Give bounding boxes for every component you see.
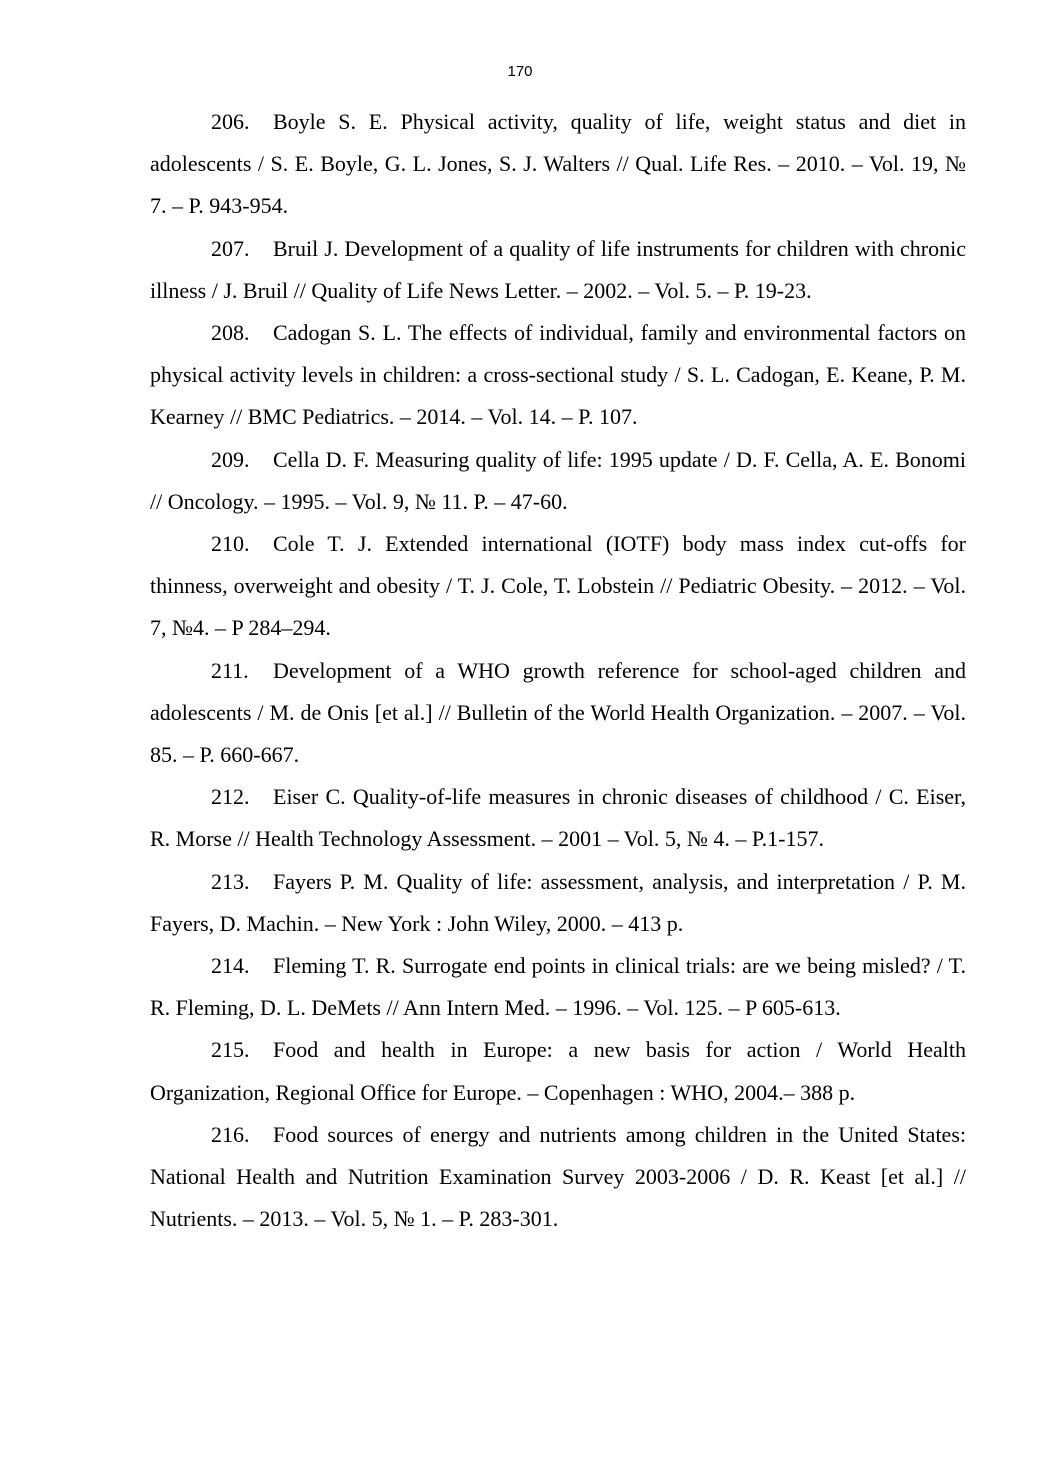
reference-number: 214. — [211, 953, 250, 979]
reference-text: Cella D. F. Measuring quality of life: 1995 update / D. F. Cella, A. E. Bonomi // Oncology. – 1995. – Vol. 9, № 11. P. – 47-60. — [150, 446, 966, 514]
reference-number: 209. — [211, 446, 250, 472]
reference-text: Food and health in Europe: a new basis for action / World Health Organization, Regional Office for Europe. – Copenhagen : WHO, 2004.– 388 p. — [150, 1037, 966, 1105]
reference-number: 215. — [211, 1037, 250, 1063]
reference-number: 213. — [211, 868, 250, 894]
reference-number: 206. — [211, 109, 250, 134]
reference-number: 211. — [211, 657, 249, 683]
reference-text: Food sources of energy and nutrients among children in the United States: National Health and Nutrition Examination Survey 2003-2006 / D. R. Keast [et al.] // Nutrients. – 2013. – Vol. 5, № 1. – P. 283-301. — [150, 1121, 966, 1232]
reference-item — [150, 523, 966, 650]
reference-list — [150, 101, 966, 1240]
reference-text: Bruil J. Development of a quality of life instruments for children with chronic illness / J. Bruil // Quality of Life News Letter. – 2002. – Vol. 5. – P. 19-23. — [150, 235, 966, 303]
reference-number: 212. — [211, 784, 250, 810]
reference-text: Cole T. J. Extended international (IOTF) body mass index cut-offs for thinness, overweight and obesity / T. J. Cole, T. Lobstein // Pediatric Obesity. – 2012. – Vol. 7, №4. – P 284–294. — [150, 531, 966, 641]
reference-number: 207. — [211, 235, 250, 261]
reference-item — [150, 312, 966, 439]
reference-item — [150, 1114, 966, 1241]
reference-item — [150, 650, 966, 777]
reference-number: 216. — [211, 1121, 250, 1147]
reference-item — [150, 439, 966, 523]
reference-text: Fleming T. R. Surrogate end points in clinical trials: are we being misled? / T. R. Fleming, D. L. DeMets // Ann Intern Med. – 1996. – Vol. 125. – P 605-613. — [150, 953, 966, 1021]
reference-text: Fayers P. M. Quality of life: assessment, analysis, and interpretation / P. M. Fayers, D. Machin. – New York : John Wiley, 2000. – 413 p. — [150, 868, 966, 936]
reference-item — [150, 776, 966, 860]
reference-number: 210. — [211, 531, 250, 557]
reference-item — [150, 228, 966, 312]
reference-item — [150, 861, 966, 945]
page-number: 170 — [507, 63, 533, 80]
reference-text: Cadogan S. L. The effects of individual, family and environmental factors on physical activity levels in children: a cross-sectional study / S. L. Cadogan, E. Keane, P. M. Kearney // BMC Pediatrics. – 2014. – Vol. 14. – P. 107. — [150, 320, 966, 430]
reference-text: Development of a WHO growth reference for school-aged children and adolescents / M. de Onis [et al.] // Bulletin of the World Health Organization. – 2007. – Vol. 85. – P. 660-667. — [150, 657, 966, 768]
reference-item — [150, 1029, 966, 1113]
reference-text: Eiser C. Quality-of-life measures in chronic diseases of childhood / C. Eiser, R. Morse // Health Technology Assessment. – 2001 – Vol. 5, № 4. – P.1-157. — [150, 784, 966, 852]
reference-number: 208. — [211, 320, 250, 346]
reference-item — [150, 101, 966, 228]
reference-text: Boyle S. E. Physical activity, quality of life, weight status and diet in adolescents / S. E. Boyle, G. L. Jones, S. J. Walters // Qual. Life Res. – 2010. – Vol. 19, № 7. – P. 943-954. — [150, 109, 966, 219]
reference-item — [150, 945, 966, 1029]
